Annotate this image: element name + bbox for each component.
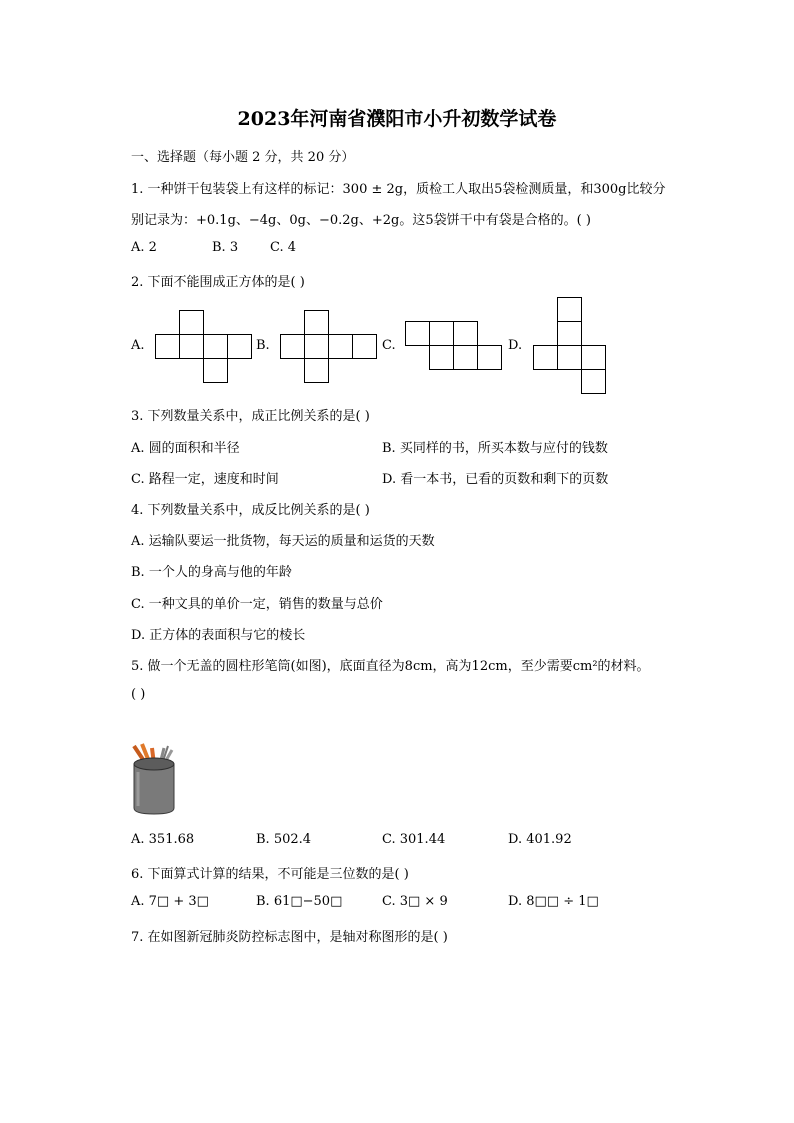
q3-option-a[interactable]: A. 圆的面积和半径 — [131, 441, 240, 456]
q3-option-d[interactable]: D. 看一本书，已看的页数和剩下的页数 — [382, 472, 609, 487]
q2-label-b[interactable]: B. — [256, 338, 270, 353]
q3-option-b[interactable]: B. 买同样的书，所买本数与应付的钱数 — [382, 441, 608, 456]
q6-stem: 6. 下面算式计算的结果，不可能是三位数的是( ) — [131, 867, 409, 882]
q2-label-a[interactable]: A. — [131, 338, 145, 353]
q5-stem-line1: 5. 做一个无盖的圆柱形笔筒(如图)，底面直径为8cm，高为12cm，至少需要cm²的材料。 — [131, 659, 650, 674]
q6-option-c[interactable]: C. 3□ × 9 — [382, 894, 448, 909]
q4-option-d[interactable]: D. 正方体的表面积与它的棱长 — [131, 628, 306, 643]
q4-option-b[interactable]: B. 一个人的身高与他的年龄 — [131, 565, 292, 580]
pen-holder-image — [130, 742, 180, 816]
q4-option-a[interactable]: A. 运输队要运一批货物，每天运的质量和运货的天数 — [131, 534, 435, 549]
q6-option-a[interactable]: A. 7□ + 3□ — [131, 894, 209, 909]
q1-stem-line2: 别记录为：+0.1g、−4g、0g、−0.2g、+2g。这5袋饼干中有袋是合格的。( ) — [131, 213, 591, 228]
cube-net-a[interactable] — [155, 310, 255, 384]
q5-option-d[interactable]: D. 401.92 — [508, 832, 572, 847]
q1-option-c[interactable]: C. 4 — [270, 240, 297, 255]
q5-option-a[interactable]: A. 351.68 — [131, 832, 195, 847]
q5-option-c[interactable]: C. 301.44 — [382, 832, 446, 847]
section-heading: 一、选择题（每小题 2 分，共 20 分） — [131, 150, 355, 165]
q5-stem-line2: ( ) — [131, 687, 146, 702]
q3-option-c[interactable]: C. 路程一定，速度和时间 — [131, 472, 279, 487]
q4-option-c[interactable]: C. 一种文具的单价一定，销售的数量与总价 — [131, 597, 383, 612]
q2-label-c[interactable]: C. — [382, 338, 396, 353]
cube-net-c[interactable] — [405, 321, 505, 371]
q6-option-d[interactable]: D. 8□□ ÷ 1□ — [508, 894, 599, 909]
q1-option-a[interactable]: A. 2 — [131, 240, 157, 255]
cube-net-b[interactable] — [280, 310, 380, 384]
q6-option-b[interactable]: B. 61□−50□ — [256, 894, 343, 909]
q2-stem: 2. 下面不能围成正方体的是( ) — [131, 275, 305, 290]
q4-stem: 4. 下列数量关系中，成反比例关系的是( ) — [131, 503, 370, 518]
exam-title: 2023年河南省濮阳市小升初数学试卷 — [237, 108, 557, 130]
q3-stem: 3. 下列数量关系中，成正比例关系的是( ) — [131, 409, 370, 424]
q7-stem: 7. 在如图新冠肺炎防控标志图中，是轴对称图形的是( ) — [131, 930, 448, 945]
q5-option-b[interactable]: B. 502.4 — [256, 832, 312, 847]
cube-net-d[interactable] — [533, 297, 609, 395]
q1-stem-line1: 1. 一种饼干包装袋上有这样的标记：300 ± 2g，质检工人取出5袋检测质量，和300g比较分 — [131, 182, 666, 197]
q1-option-b[interactable]: B. 3 — [212, 240, 239, 255]
q2-label-d[interactable]: D. — [508, 338, 523, 353]
